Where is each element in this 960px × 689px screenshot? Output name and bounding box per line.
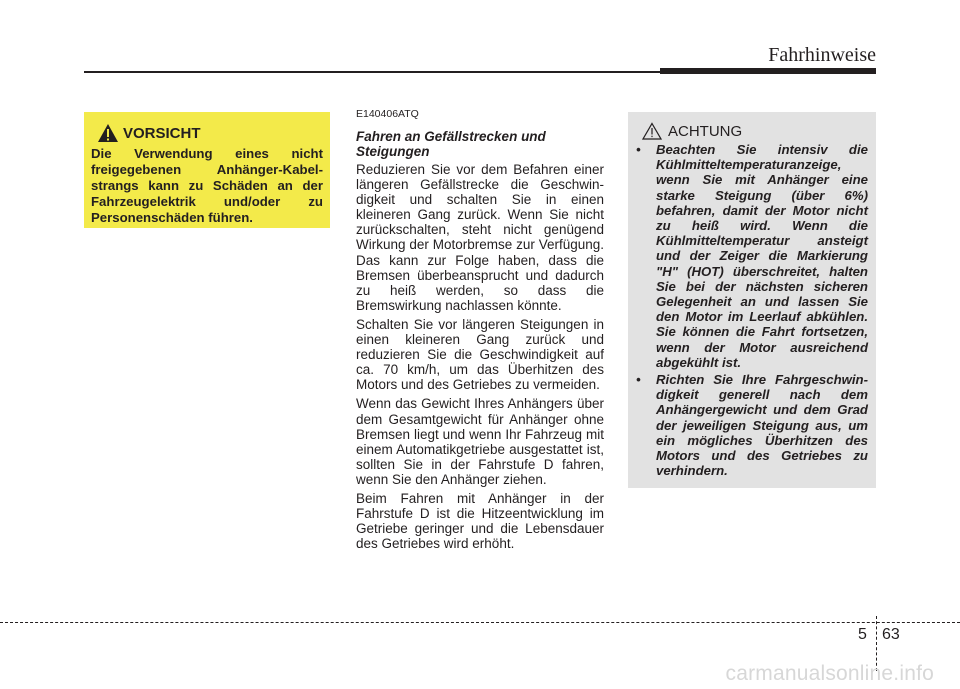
list-item [636, 372, 868, 478]
caution-title: VORSICHT [123, 124, 201, 142]
header-rule-accent [660, 68, 876, 74]
notice-box [628, 112, 876, 488]
paragraph: Schalten Sie vor längeren Steigungen in einen kleineren Gang zurück und reduzieren Sie die Geschwindigkeit auf ca. 70 km/h, um das Überhitzen des Motors und des Getriebes zu vermeiden. [356, 316, 604, 393]
bullet: • [636, 372, 641, 388]
paragraph: Reduzieren Sie vor dem Befahren einer längeren Gefällstrecke die Geschwin-digkeit und schalten Sie in einen kleineren Gang zurück. Wenn Sie nicht zurückschalten, steht nicht genügend Wirkung der Motorbremse zur Verfügung. Das kann zur Folge haben, dass die Bremsen überbeansprucht und dadurch zu heiß werden, so dass die Bremswirkung nachlassen könnte. [356, 162, 604, 313]
main-column [356, 108, 604, 555]
paragraph: Beim Fahren mit Anhänger in der Fahrstufe D ist die Hitzeentwicklung im Getriebe geringer und die Lebensdauer des Getriebes wird erhöht. [356, 490, 604, 552]
chapter-number: 5 [858, 626, 867, 643]
header-rule [84, 71, 660, 73]
caution-text: Die Verwendung eines nicht freigegebenen Anhänger-Kabel-strangs kann zu Schäden an der Fahrzeugelektrik und/oder zu Personenschäden führen. [91, 146, 323, 225]
section-code: E140406ATQ [356, 108, 419, 120]
notice-title: ACHTUNG [668, 122, 743, 140]
watermark: carmanualsonline.info [725, 662, 934, 685]
paragraph: Wenn das Gewicht Ihres Anhängers über dem Gesamtgewicht für Anhänger ohne Bremsen liegt und wenn Ihr Fahrzeug mit einem Automatikgetriebe ausgestattet ist, sollten Sie in der Fahrstufe D fahren, wenn Sie den Anhänger ziehen. [356, 396, 604, 487]
section-heading: Fahren an Gefällstrecken und Steigungen [356, 129, 546, 159]
list-item-text: Beachten Sie intensiv die Kühlmitteltemperaturanzeige, wenn Sie mit Anhänger eine starke Steigung (über 6%) befahren, damit der Motor nicht zu heiß wird. Wenn die Kühlmitteltemperatur ansteigt und der Zeiger die Markierung "H" (HOT) überschreitet, halten Sie bei der nächsten sicheren Gelegenheit an und lassen Sie den Motor im Leerlauf abkühlen. Sie können die Fahrt fortsetzen, wenn der Motor ausreichend abgekühlt ist. [656, 142, 868, 370]
bullet: • [636, 142, 641, 157]
notice-header [642, 122, 868, 140]
notice-list [636, 142, 868, 478]
footer-rule [0, 622, 960, 623]
caution-triangle-icon [642, 122, 662, 140]
list-item-text: Richten Sie Ihre Fahrgeschwin-digkeit generell nach dem Anhängergewicht und dem Grad der jeweiligen Steigung aus, um ein mögliches Überhitzen des Motors und des Getriebes zu verhindern. [656, 372, 868, 479]
caution-header [97, 123, 323, 143]
list-item [636, 142, 868, 370]
warning-triangle-icon [97, 123, 119, 143]
caution-box [84, 112, 330, 228]
section-title: Fahrhinweise [768, 44, 876, 66]
page-number: 63 [882, 626, 900, 643]
